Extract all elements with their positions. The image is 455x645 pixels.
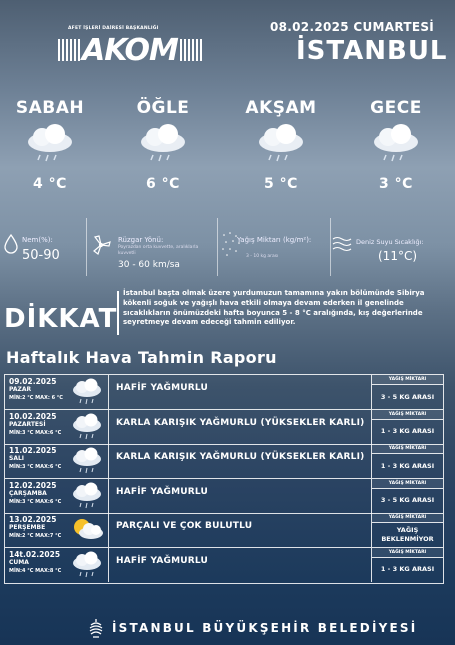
period-temp: 3 °C bbox=[379, 176, 413, 192]
row-date-cell bbox=[5, 479, 105, 513]
waves-icon bbox=[332, 236, 352, 252]
row-description: KARLA KARIŞIK YAĞMURLU (YÜKSEKLER KARLI) bbox=[116, 417, 365, 428]
rain-cloud-icon bbox=[135, 124, 191, 164]
period-temp: 4 °C bbox=[33, 176, 67, 192]
city-title: İSTANBUL bbox=[296, 36, 448, 66]
rain-cloud-icon bbox=[69, 551, 105, 579]
row-day: PERŞEMBE bbox=[9, 524, 46, 531]
row-description: KARLA KARIŞIK YAĞMURLU (YÜKSEKLER KARLI) bbox=[116, 452, 365, 462]
precip-header: YAĞIŞ MİKTARI bbox=[372, 513, 443, 523]
wind-icon bbox=[90, 234, 112, 256]
sea-label: Deniz Suyu Sıcaklığı: bbox=[356, 238, 424, 246]
report-title: Haftalık Hava Tahmin Raporu bbox=[6, 348, 277, 367]
row-day: ÇARŞAMBA bbox=[9, 489, 47, 497]
precip-header: YAĞIŞ MİKTARI bbox=[372, 548, 443, 558]
period-temp: 6 °C bbox=[146, 176, 180, 192]
row-minmax: MİN:2 °C MAX:7 °C bbox=[9, 533, 62, 539]
period-temp: 5 °C bbox=[264, 176, 298, 192]
row-date-cell bbox=[5, 410, 105, 444]
row-minmax: MİN:3 °C MAX:6 °C bbox=[9, 429, 62, 436]
alert-divider bbox=[117, 291, 119, 335]
row-minmax: MİN:3 °C MAX:6 °C bbox=[9, 464, 62, 470]
forecast-table bbox=[4, 374, 444, 584]
wind-note: Poyrazdan orta kuvvette, aralıklarla kuvvetli bbox=[118, 245, 199, 256]
table-row bbox=[5, 548, 443, 582]
row-date-cell bbox=[5, 444, 105, 478]
precip-note: 3 - 10 kg arası bbox=[246, 254, 279, 259]
row-date-cell bbox=[5, 375, 105, 409]
rain-cloud-icon bbox=[22, 124, 78, 164]
footer-org: İSTANBUL BÜYÜKŞEHİR BELEDİYESİ bbox=[112, 621, 418, 635]
row-date-cell bbox=[5, 548, 105, 582]
row-description: HAFİF YAĞMURLU bbox=[116, 486, 209, 497]
row-precip: 3 - 5 KG ARASI bbox=[380, 392, 435, 401]
precip-stat bbox=[220, 214, 330, 280]
wind-value: 30 - 60 km/sa bbox=[118, 260, 180, 270]
row-description: HAFİF YAĞMURLU bbox=[116, 555, 209, 566]
row-day: CUMA bbox=[9, 558, 29, 566]
alert-text: İstanbul başta olmak üzere yurdumuzun tamamına yakın bölümünde Sibirya kökenli soğuk ve yağışlı hava etkili olmaya devam ederken il genelinde sıcaklıkların önümüzdeki hafta boyunca 5 - 8 °C aralığında, kış değerlerinde seyretmeye devam edeceği tahmin ediliyor. bbox=[123, 289, 425, 327]
period-name: AKŞAM bbox=[245, 98, 317, 118]
period-name: SABAH bbox=[15, 98, 85, 118]
period-gece bbox=[346, 98, 446, 192]
divider bbox=[217, 218, 218, 276]
row-description: PARÇALI VE ÇOK BULUTLU bbox=[116, 521, 253, 531]
divider bbox=[330, 218, 331, 276]
humidity-value: 50-90 bbox=[22, 248, 60, 263]
rain-cloud-icon bbox=[69, 482, 105, 510]
footer bbox=[88, 618, 417, 638]
precip-header: YAĞIŞ MİKTARI bbox=[372, 375, 443, 385]
humidity-label: Nem(%): bbox=[22, 236, 53, 244]
rain-cloud-icon bbox=[69, 447, 105, 475]
row-date: 10.02.2025 bbox=[9, 411, 57, 421]
precip-header: YAĞIŞ MİKTARI bbox=[372, 444, 443, 454]
row-date: 11.02.2025 bbox=[9, 446, 57, 455]
droplet-icon bbox=[4, 234, 18, 254]
row-precip: 1 - 3 KG ARASI bbox=[380, 427, 435, 435]
row-precip: 1 - 3 KG ARASI bbox=[380, 461, 435, 470]
akom-logo bbox=[58, 26, 203, 72]
table-row bbox=[5, 479, 443, 514]
row-precip: YAĞIŞ BEKLENMİYOR bbox=[381, 526, 434, 543]
logo-stripes-left bbox=[58, 39, 80, 61]
rain-cloud-icon bbox=[69, 413, 105, 441]
row-date: 13.02.2025 bbox=[9, 515, 57, 524]
rain-cloud-icon bbox=[368, 124, 424, 164]
precip-header: YAĞIŞ MİKTARI bbox=[372, 479, 443, 489]
row-day: SALI bbox=[9, 455, 25, 462]
table-row bbox=[5, 513, 443, 548]
logo-text: AKOM bbox=[82, 32, 178, 68]
divider bbox=[108, 513, 109, 547]
ibb-emblem-icon bbox=[88, 618, 104, 638]
humidity-stat bbox=[4, 214, 84, 280]
row-date: 12.02.2025 bbox=[9, 480, 57, 490]
table-row bbox=[5, 410, 443, 445]
row-description: HAFİF YAĞMURLU bbox=[116, 383, 209, 393]
rain-cloud-icon bbox=[253, 124, 309, 164]
row-precip: 3 - 5 KG ARASI bbox=[380, 496, 435, 504]
divider bbox=[108, 548, 109, 582]
table-row bbox=[5, 375, 443, 410]
partly-cloudy-icon bbox=[69, 516, 105, 544]
logo-subtitle: AFET İŞLERİ DAİRESİ BAŞKANLIĞI bbox=[68, 26, 159, 31]
sea-temp-stat bbox=[332, 214, 452, 280]
stats-strip bbox=[0, 214, 455, 280]
sea-value: (11°C) bbox=[378, 249, 418, 263]
period-aksam bbox=[231, 98, 331, 192]
precip-header: YAĞIŞ MİKTARI bbox=[372, 410, 443, 420]
date-label: 08.02.2025 CUMARTESİ bbox=[270, 20, 435, 34]
row-day: PAZAR bbox=[9, 386, 32, 393]
divider bbox=[108, 375, 109, 409]
rain-cloud-icon bbox=[69, 378, 105, 406]
divider bbox=[108, 444, 109, 478]
rain-drops-icon bbox=[220, 230, 242, 258]
precip-label: Yağış Miktarı (kg/m²): bbox=[237, 236, 312, 244]
period-ogle bbox=[113, 98, 213, 192]
row-minmax: MİN:3 °C MAX:6 °C bbox=[9, 498, 62, 505]
alert-title: DİKKAT bbox=[4, 304, 118, 334]
divider bbox=[86, 218, 87, 276]
wind-stat bbox=[90, 214, 215, 280]
row-minmax: MİN:2 °C MAX: 6 °C bbox=[9, 395, 63, 401]
row-minmax: MİN:4 °C MAX:8 °C bbox=[9, 567, 62, 574]
row-day: PAZARTESİ bbox=[9, 420, 46, 428]
divider bbox=[108, 479, 109, 513]
row-precip: 1 - 3 KG ARASI bbox=[380, 565, 435, 573]
period-sabah bbox=[0, 98, 100, 192]
row-date-cell bbox=[5, 513, 105, 547]
row-date: 14t.02.2025 bbox=[9, 549, 61, 559]
table-row bbox=[5, 444, 443, 479]
logo-stripes-right bbox=[180, 39, 202, 61]
divider bbox=[108, 410, 109, 444]
row-date: 09.02.2025 bbox=[9, 377, 57, 386]
period-name: GECE bbox=[370, 98, 422, 118]
period-name: ÖĞLE bbox=[136, 98, 190, 118]
wind-label: Rüzgar Yönü: bbox=[118, 236, 164, 244]
